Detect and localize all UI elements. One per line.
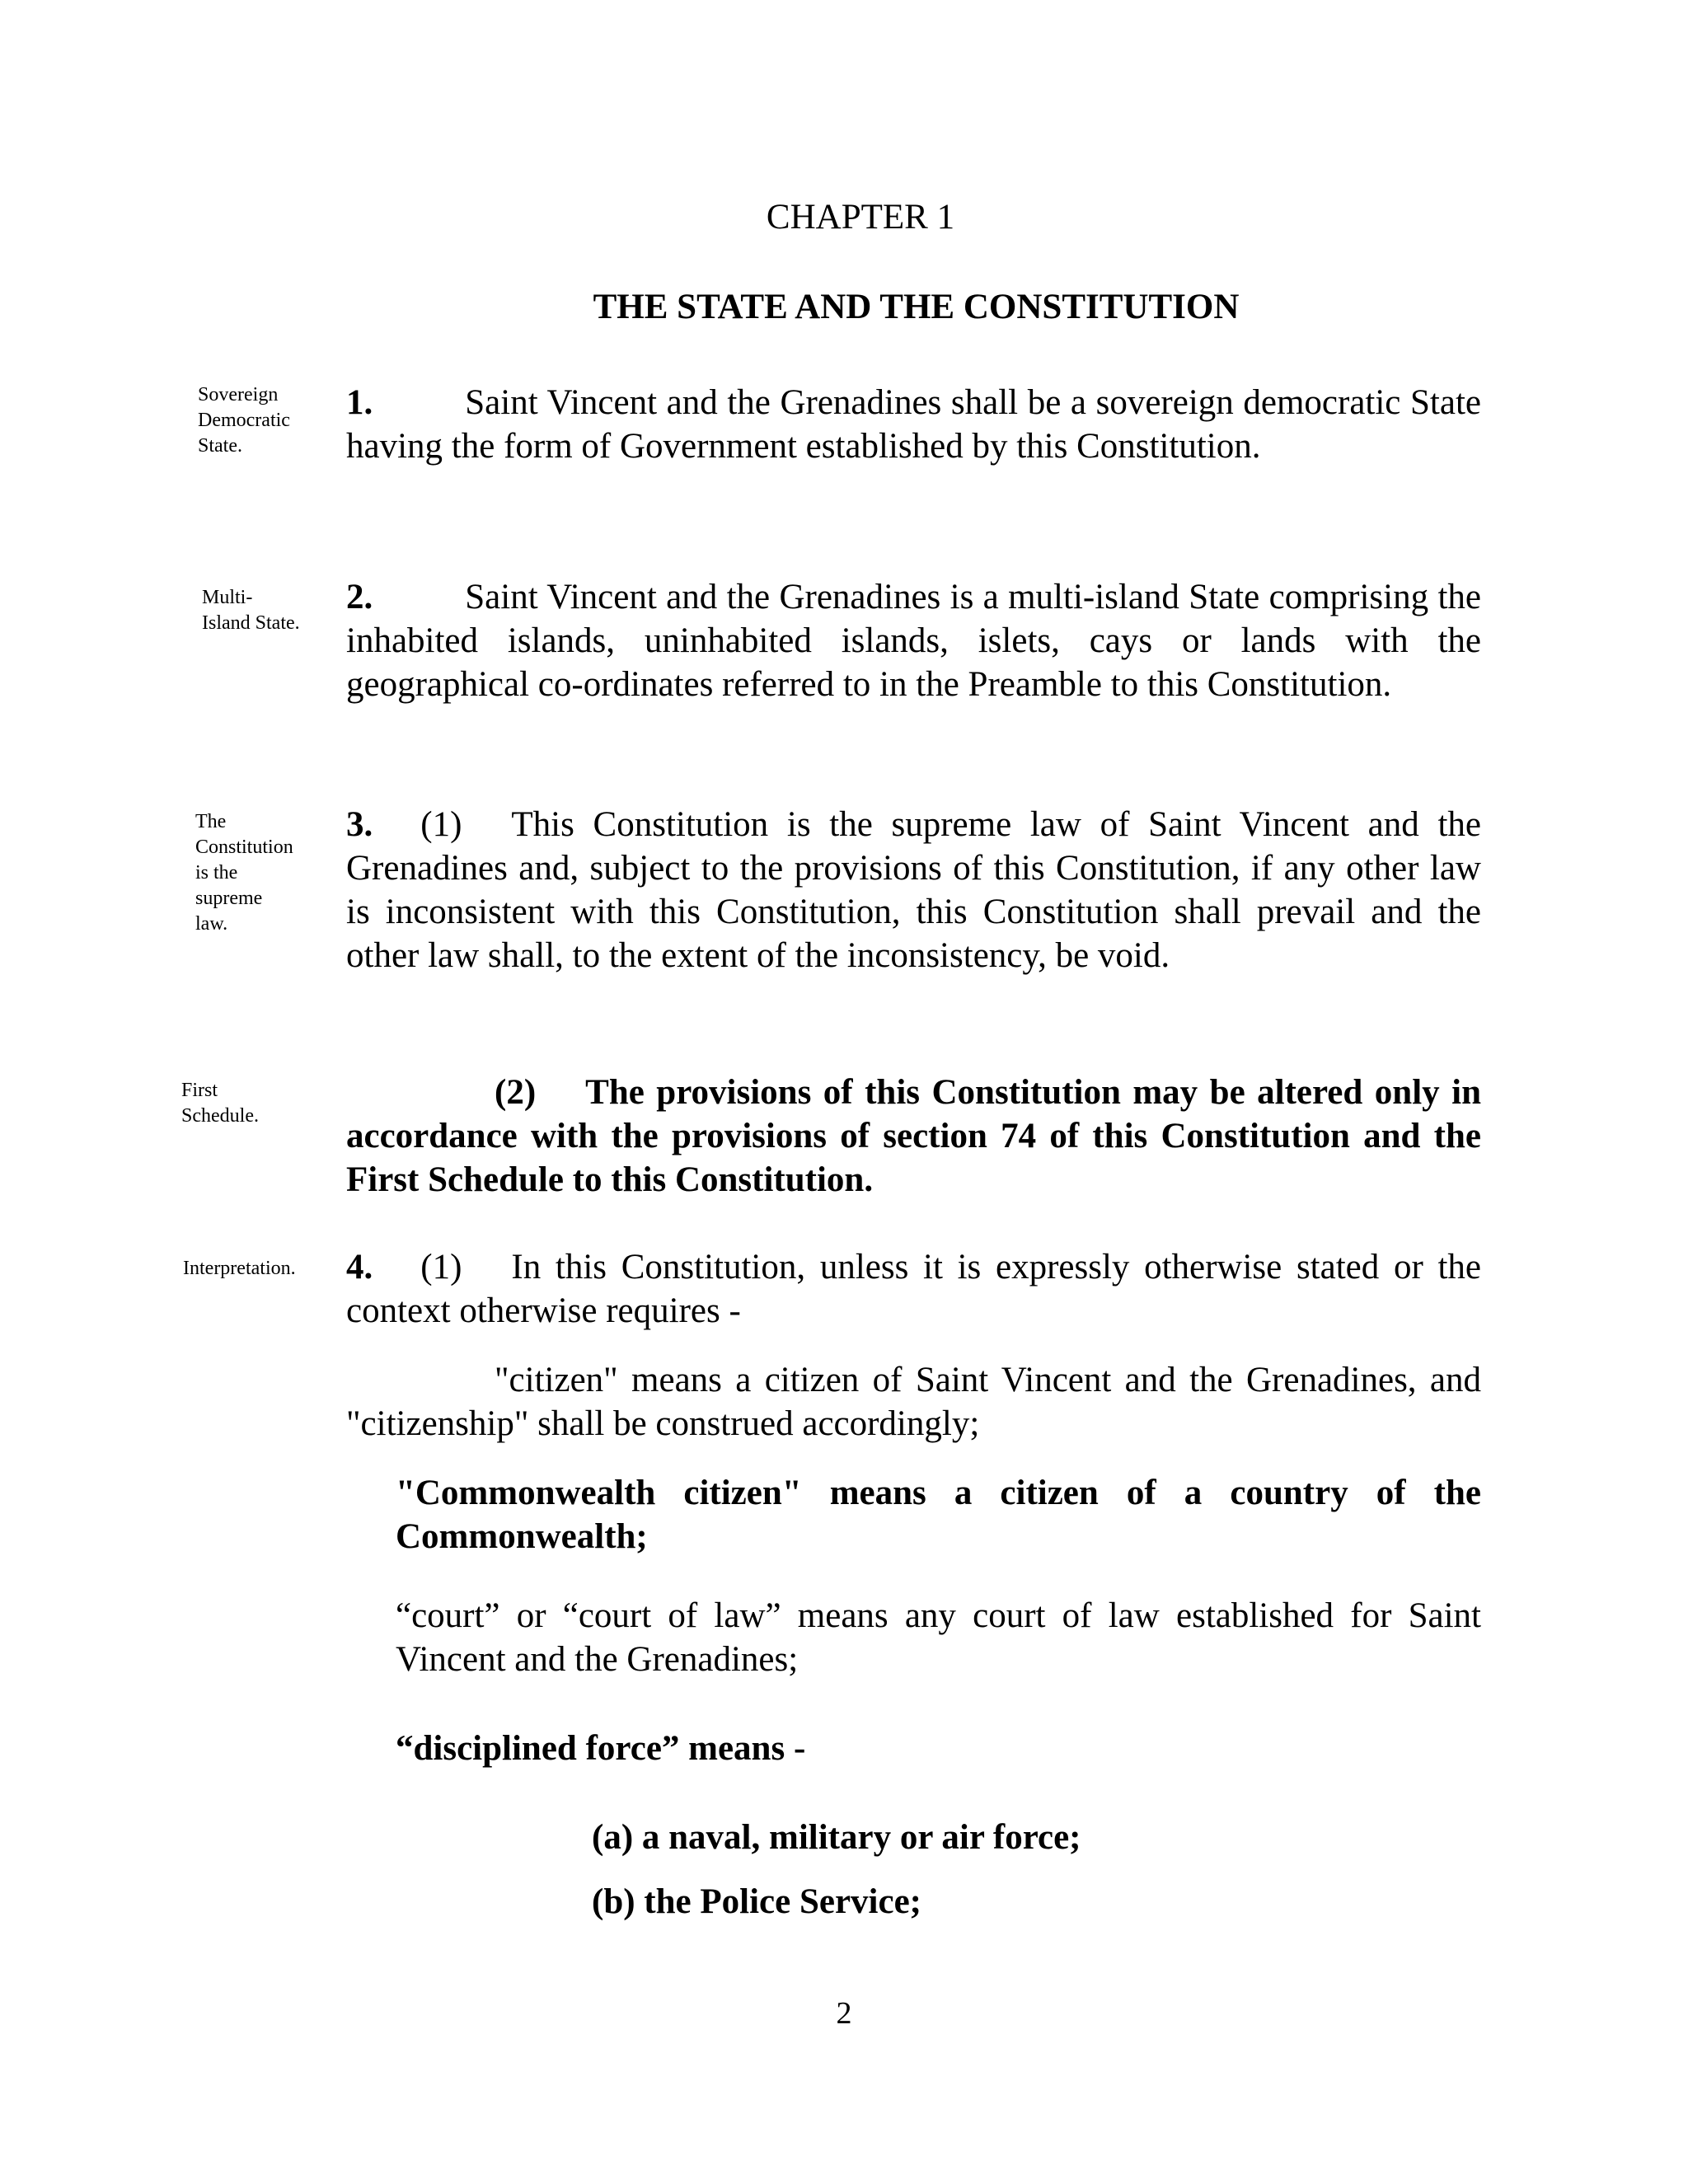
definition-court: “court” or “court of law” means any court of law established for Saint Vincent and the Grenadines; <box>396 1596 1481 1679</box>
margin-note-multi-island: Multi- Island State. <box>202 587 300 634</box>
chapter-label: CHAPTER 1 <box>766 198 955 237</box>
definition-item-b: (b) the Police Service; <box>592 1882 921 1921</box>
definition-citizen: "citizen" means a citizen of Saint Vincent and the Grenadines, and "citizenship" shall be construed accordingly; <box>346 1361 1481 1443</box>
section-1-text: Saint Vincent and the Grenadines shall be a sovereign democratic State having the form of Government established by this Constitution. <box>346 383 1481 466</box>
definition-disciplined-force: “disciplined force” means - <box>396 1729 806 1768</box>
section-2 <box>346 575 1481 706</box>
section-4-1: 4. (1) In this Constitution, unless it is expressly otherwise stated or the context otherwise requires - <box>346 1248 1481 1330</box>
margin-note-sovereign: Sovereign Democratic State. <box>198 384 290 457</box>
margin-note-interpretation: Interpretation. <box>183 1258 296 1279</box>
section-2-number: 2. <box>346 578 373 616</box>
section-2-text: Saint Vincent and the Grenadines is a multi-island State comprising the inhabited islands, uninhabited islands, islets, cays or lands with the geographical co-ordinates referred to in the Preamble to this Constitution. <box>346 578 1481 704</box>
section-1 <box>346 381 1481 468</box>
margin-note-supreme-law: The Constitution is the supreme law. <box>195 811 293 935</box>
section-3-1-text: This Constitution is the supreme law of Saint Vincent and the Grenadines and, subject to the provisions of this Constitution, if any other law is inconsistent with this Constitution, this Constitution shall prevail and the other law shall, to the extent of the inconsistency, be void. <box>346 805 1481 975</box>
page-number: 2 <box>836 1996 852 2031</box>
chapter-title: THE STATE AND THE CONSTITUTION <box>593 288 1240 326</box>
margin-note-first-schedule: First Schedule. <box>181 1080 259 1127</box>
section-4-number: 4. <box>346 1248 373 1286</box>
definition-commonwealth-citizen: "Commonwealth citizen" means a citizen of a country of the Commonwealth; <box>396 1474 1481 1556</box>
section-3-number: 3. <box>346 805 373 844</box>
section-3-2-text: The provisions of this Constitution may be altered only in accordance with the provisions of section 74 of this Constitution and the First Schedule to this Constitution. <box>346 1073 1481 1199</box>
section-3-1: 3. (1) This Constitution is the supreme law of Saint Vincent and the Grenadines and, subject to the provisions of this Constitution, if any other law is inconsistent with this Constitution, this Constitution shall prevail and the other law shall, to the extent of the inconsistency, be void. <box>346 805 1481 975</box>
definition-item-a: (a) a naval, military or air force; <box>592 1818 1081 1857</box>
section-1-number: 1. <box>346 383 373 422</box>
section-4-1-text: In this Constitution, unless it is expressly otherwise stated or the context otherwise requires - <box>346 1248 1481 1330</box>
section-3-2: (2) The provisions of this Constitution may be altered only in accordance with the provisions of section 74 of this Constitution and the First Schedule to this Constitution. <box>346 1073 1481 1199</box>
